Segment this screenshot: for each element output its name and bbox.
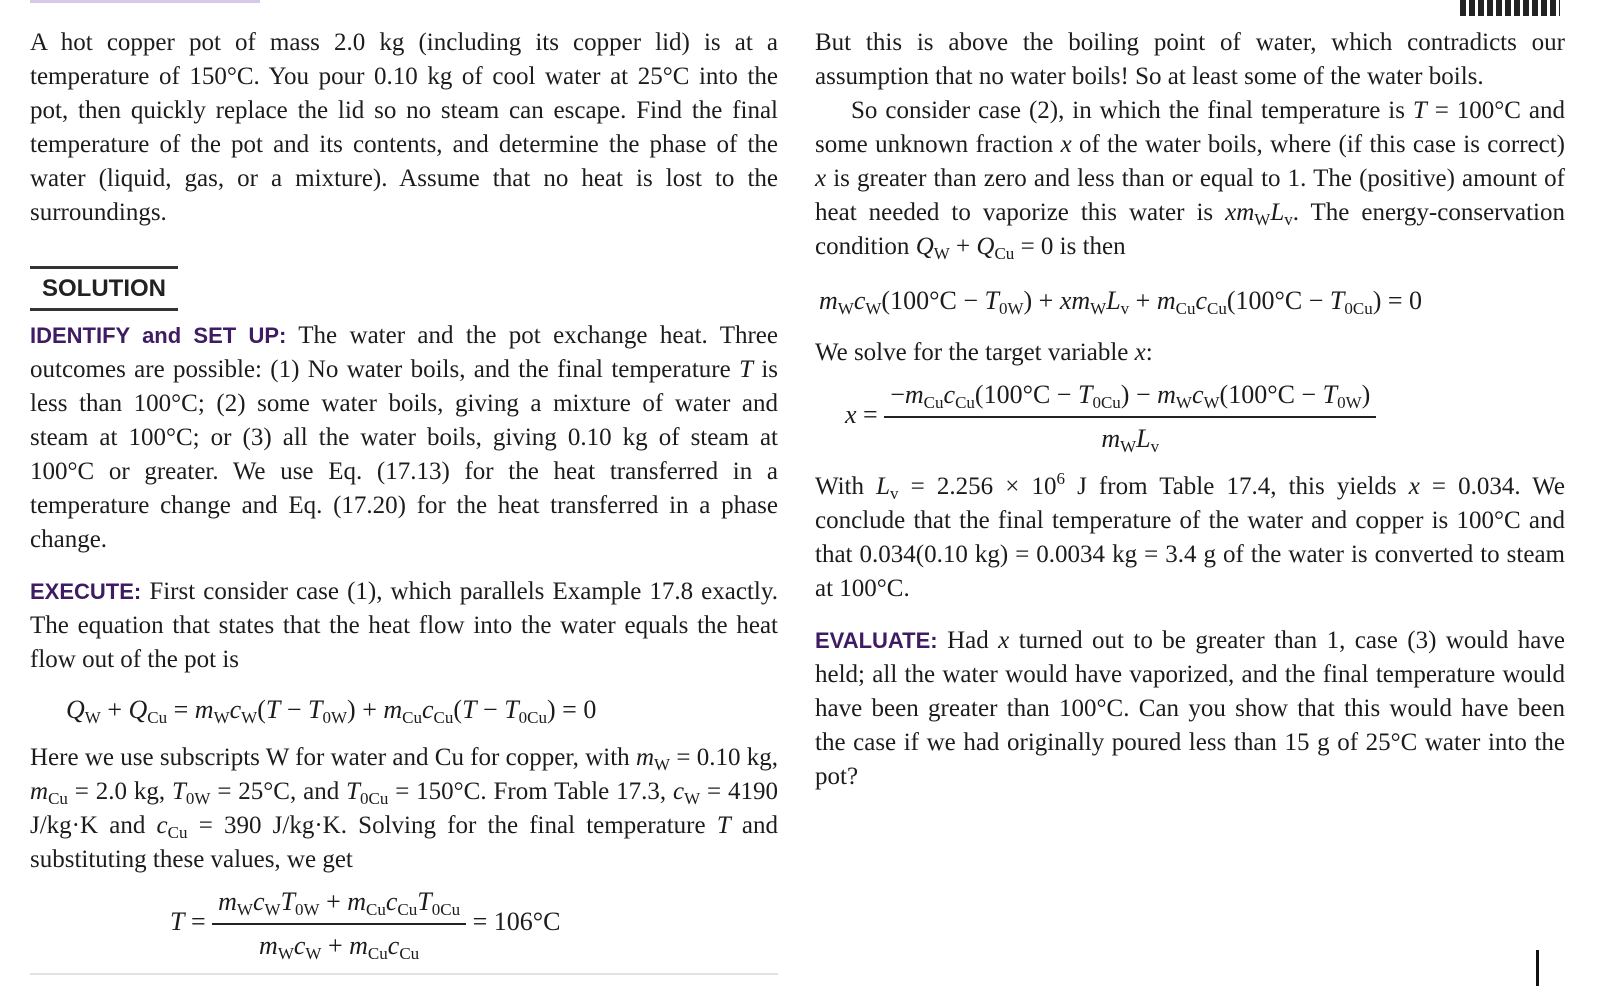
problem-statement: A hot copper pot of mass 2.0 kg (including its copper lid) is at a temperature of 150°C. You pour 0.10 kg of cool water at 25°C into the pot, then quickly replace the lid so no steam can escape. Find the final temperature of the pot and its contents, and determine the phase of the water (liquid, gas, or a mixture). Assume that no heat is lost to the surroundings. [30,29,778,226]
identify-label: IDENTIFY and SET UP: [30,323,287,348]
right-column [815,26,1565,794]
result-paragraph: With $L_v = 2.256 \times 10^6$ J from Table 17.4, this yields x = 0.034. We conclude that the final temperature of the water and copper is 100°C and that 0.034(0.10 kg) = 0.0034 kg = 3.4 g of the water is converted to steam at 100°C. [815,469,1565,602]
bottom-rule [30,973,778,975]
left-column [30,26,778,963]
qr-code-icon [1460,0,1560,16]
solve-line: We solve for the target variable x: [815,339,1153,366]
contradiction-paragraph: But this is above the boiling point of water, which contradicts our assumption that no water boils! So at least some of the water boils. [815,29,1565,90]
margin-bar [1536,950,1539,986]
energy-conservation-equation: $m_Wc_W(100^\circ C - T_{0W}) + xm_WL_v + m_{Cu}c_{Cu}(100^\circ C - T_{0Cu}) = 0$ [819,286,1423,318]
subscripts-paragraph: Here we use subscripts W for water and Cu for copper, with $m_W = 0.10$ kg, $m_{Cu} = 2.0$ kg, $T_{0W} = 25^\circ C$, and $T_{0Cu} = 150^\circ C$. From Table 17.3, $c_W = 4190$ J/kg·K and $c_{Cu} = 390$ J/kg·K. Solving for the final temperature T and substituting these values, we get [30,744,779,873]
fraction-equation: x = $\frac{-m_{Cu}c_{Cu}(100^\circ C - T_{0Cu}) - m_Wc_W(100^\circ C - T_{0W})}{m_WL_v}$ [845,378,1565,456]
identify-paragraph: IDENTIFY and SET UP: The water and the pot exchange heat. Three outcomes are possible: (1) No water boils, and the final temperature T is less than 100°C; (2) some water boils, giving a mixture of water and steam at 100°C; or (3) all the water boils, giving 0.10 kg of steam at 100°C or greater. We use Eq. (17.13) for the heat transferred in a temperature change and Eq. (17.20) for the heat transferred in a phase change. [30,322,778,553]
solution-heading: SOLUTION [30,266,178,311]
solution-heading-wrap [30,266,778,311]
evaluate-label: EVALUATE: [815,628,938,653]
execute-paragraph: EXECUTE: First consider case (1), which parallels Example 17.8 exactly. The equation that states that the heat flow into the water equals the heat flow out of the pot is [30,578,778,673]
top-decoration-line [30,0,260,3]
heat-balance-equation: $Q_W + Q_{Cu} = m_Wc_W(T - T_{0W}) + m_{Cu}c_{Cu}(T - T_{0Cu}) = 0$ [66,695,597,727]
final-temperature-equation: T = $\frac{m_Wc_WT_{0W} + m_{Cu}c_{Cu}T_{0Cu}}{m_Wc_W + m_{Cu}c_{Cu}}$ = 106°C [170,887,561,963]
evaluate-paragraph: EVALUATE: Had x turned out to be greater than 1, case (3) would have held; all the water would have vaporized, and the final temperature would have been greater than 100°C. Can you show that this would have been the case if we had originally poured less than 15 g of 25°C water into the pot? [815,627,1565,790]
final-temperature-result: = 106°C [472,906,561,936]
case-two-paragraph: So consider case (2), in which the final temperature is T = 100°C and some unknown fraction x of the water boils, where (if this case is correct) x is greater than zero and less than or equal to 1. The (positive) amount of heat needed to vaporize this water is $xm_WL_v$. The energy-conservation condition $Q_W + Q_{Cu} = 0$ is then [815,97,1565,263]
execute-label: EXECUTE: [30,579,142,604]
